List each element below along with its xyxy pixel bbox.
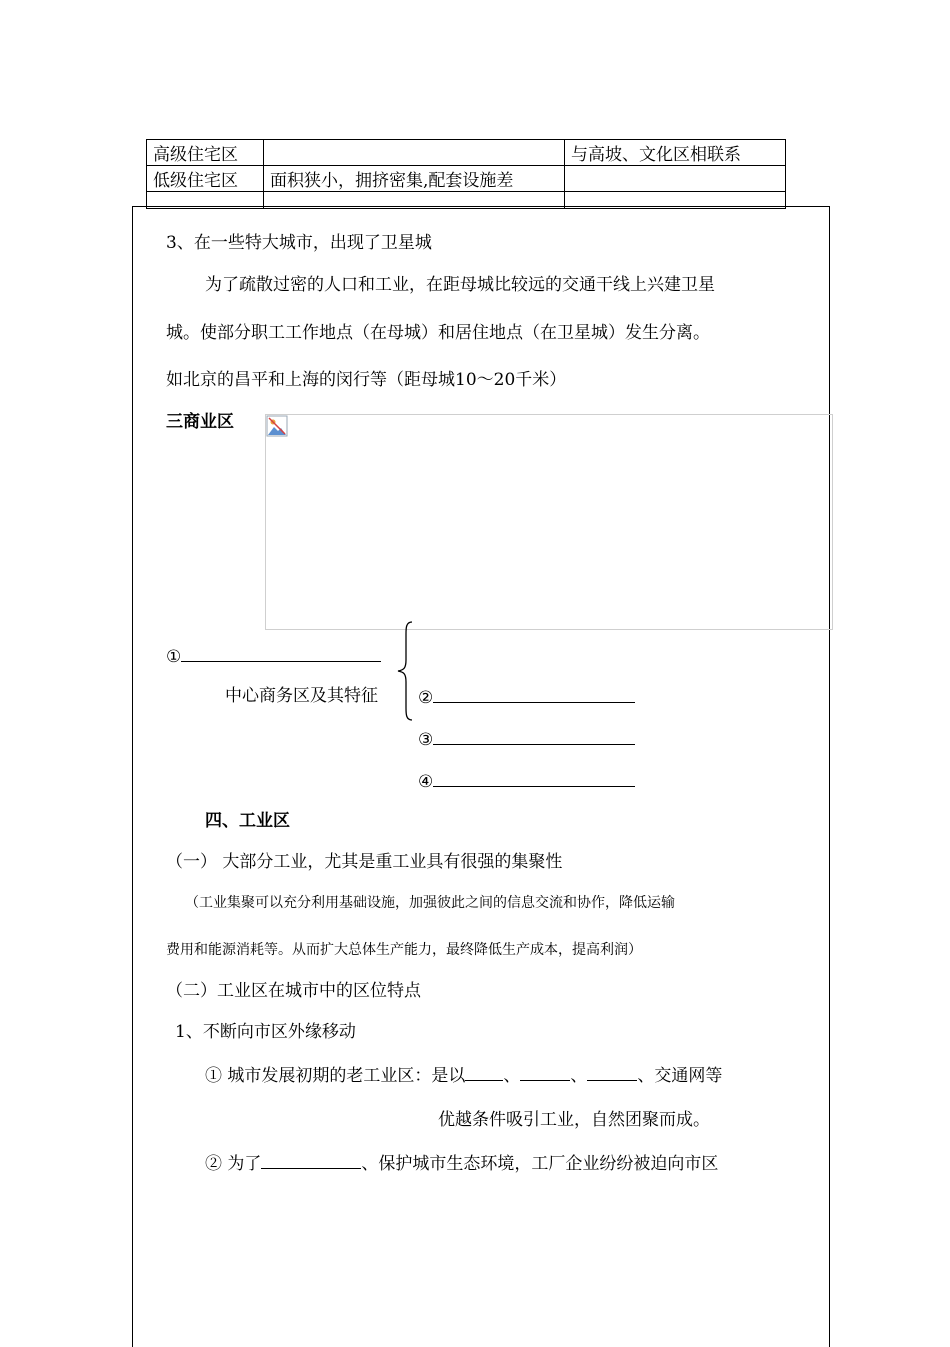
table-cell: 低级住宅区	[147, 166, 264, 192]
cbd-item-3	[418, 728, 635, 750]
cbd-item-number: ②	[418, 688, 434, 708]
commercial-heading: 三商业区	[166, 412, 234, 432]
residential-table	[146, 139, 786, 209]
sentence-text: ① 城市发展初期的老工业区：是以	[205, 1066, 466, 1086]
old-industrial-continuation: 优越条件吸引工业，自然团聚而成。	[438, 1110, 710, 1130]
fill-blank	[587, 1064, 637, 1081]
fill-blank	[520, 1064, 570, 1081]
industry-point-1: （一） 大部分工业，尤其是重工业具有很强的集聚性	[166, 852, 563, 872]
satellite-city-paragraph: 为了疏散过密的人口和工业，在距母城比较远的交通干线上兴建卫星	[205, 275, 715, 295]
fill-blank	[465, 1064, 503, 1081]
table-cell: 与高坡、文化区相联系	[565, 140, 786, 166]
industry-heading: 四、工业区	[205, 811, 290, 831]
table-cell	[565, 166, 786, 192]
fill-blank	[433, 728, 635, 745]
table-row	[147, 140, 786, 166]
satellite-city-heading: 3、在一些特大城市，出现了卫星城	[166, 233, 432, 253]
cbd-item-number: ③	[418, 730, 434, 750]
table-cell: 面积狭小，拥挤密集,配套设施差	[264, 166, 565, 192]
sentence-text: 、交通网等	[637, 1066, 723, 1086]
fill-blank	[261, 1152, 361, 1169]
cbd-item-2	[418, 686, 635, 708]
cbd-label: 中心商务区及其特征	[225, 686, 378, 706]
cbd-item-4	[418, 770, 635, 792]
relocation-line	[205, 1152, 718, 1174]
sentence-text: ② 为了	[205, 1154, 262, 1174]
fill-blank	[181, 645, 381, 662]
fill-blank	[433, 686, 635, 703]
industry-note: （工业集聚可以充分利用基础设施，加强彼此之间的信息交流和协作，降低运输	[185, 895, 675, 911]
cbd-item-1	[166, 645, 381, 667]
broken-image-icon	[266, 415, 288, 437]
image-placeholder	[265, 414, 833, 630]
table-cell	[264, 140, 565, 166]
industry-subpoint: 1、不断向市区外缘移动	[175, 1022, 356, 1042]
satellite-city-paragraph: 城。使部分职工工作地点（在母城）和居住地点（在卫星城）发生分离。	[166, 323, 710, 343]
table-row	[147, 166, 786, 192]
cbd-item-number: ①	[166, 647, 182, 667]
table-cell: 高级住宅区	[147, 140, 264, 166]
industry-note: 费用和能源消耗等。从而扩大总体生产能力，最终降低生产成本，提高利润）	[166, 942, 642, 958]
old-industrial-line	[205, 1064, 722, 1086]
fill-blank	[433, 770, 635, 787]
industry-point-2: （二）工业区在城市中的区位特点	[166, 981, 421, 1001]
cbd-item-number: ④	[418, 772, 434, 792]
sentence-text: 、保护城市生态环境，工厂企业纷纷被迫向市区	[361, 1154, 719, 1174]
satellite-city-example: 如北京的昌平和上海的闵行等（距母城10～20千米）	[166, 370, 567, 390]
separator: 、	[503, 1066, 521, 1086]
brace-icon	[396, 620, 416, 722]
separator: 、	[570, 1066, 588, 1086]
